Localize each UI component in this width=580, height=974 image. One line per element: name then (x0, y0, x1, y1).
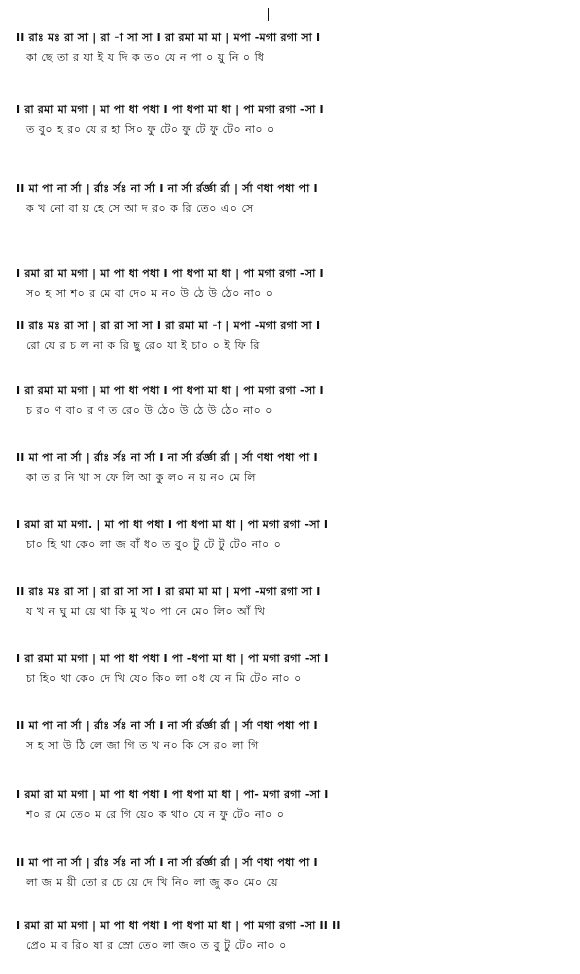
lyric-line: চা হি০ থা কে০ দে খি যে০ কি০ লা ০ধ যে ন মি টে০ না০ ০ (26, 672, 302, 685)
notation-block-10 (0, 651, 580, 707)
notation-block-11 (0, 718, 580, 774)
lyric-line: কা ত র নি খা স ফে লি আ কু ল০ ন য় ন০ মে লি (26, 471, 256, 484)
swara-line: I রমা রা মা মগা | মা পা ধা পধা I পা ধপা মা ধা | পা মগা রগা -সা I (16, 267, 324, 280)
swara-line: I রমা রা মা মগা | মা পা ধা পধা I পা ধপা মা ধা | পা মগা রগা -সা II II (16, 919, 341, 932)
swara-line: II রাঃ মঃ রা সা | রা -া সা সা I রা রমা মা মা | মপা -মগা রগা সা I (16, 31, 321, 44)
lyric-line: স০ হ সা শ০ র মে বা দে০ ম ন০ উ ঠে উ ঠে০ না০ ০ (26, 287, 274, 300)
lyric-line: রো যে র চ ল না ক রি ছু রে০ যা ই চা০ ০ ই ফি রি (26, 339, 260, 352)
swara-line: I রা রমা মা মগা | মা পা ধা পধা I পা -ধপা মা ধা | পা মগা রগা -সা I (16, 652, 329, 665)
notation-block-12 (0, 787, 580, 843)
lyric-line: ত বু০ হ র০ যে র হা সি০ ফু টে০ ফু টে ফু টে০ না০ ০ (26, 123, 275, 136)
notation-block-9 (0, 584, 580, 640)
swara-line: II মা পা না র্সা | র্রাঃ র্সঃ না র্সা I না র্সা র্রর্জ্ঞা র্রা | র্সা ণধা পধা পা I (16, 856, 318, 869)
notation-block-2 (0, 102, 580, 158)
notation-block-3 (0, 181, 580, 237)
notation-block-8 (0, 517, 580, 573)
notation-block-5 (0, 318, 580, 374)
lyric-line: য খ ন ঘু মা য়ে থা কি মু খ০ পা নে মে০ লি০ আঁ খি (26, 605, 266, 618)
lyric-line: স হ সা উ ঠি লে জা গি ত খ ন০ কি সে র০ লা গি (26, 739, 259, 752)
lyric-line: প্রে০ ম ব রি০ ষা র স্রো তে০ লা জ০ ত বু টু টে০ না০ ০ (26, 939, 287, 952)
swara-line: I রমা রা মা মগা | মা পা ধা পধা I পা ধপা মা ধা | পা- মগা রগা -সা I (16, 788, 329, 801)
swara-line: I রমা রা মা মগা. | মা পা ধা পধা I পা ধপা মা ধা | পা মগা রগা -সা I (16, 518, 329, 531)
lyric-line: ক খ নো বা য় হে সে আ দ র০ ক রি তে০ এ০ সে (26, 202, 254, 215)
swara-line: II রাঃ মঃ রা সা | রা রা সা সা I রা রমা মা -া | মপা -মগা রগা সা I (16, 319, 321, 332)
swara-line: II মা পা না র্সা | র্রাঃ র্সঃ না র্সা I না র্সা র্রর্জ্ঞা র্রা | র্সা ণধা পধা পা I (16, 719, 318, 732)
notation-block-7 (0, 450, 580, 506)
swara-line: II রাঃ মঃ রা সা | রা রা সা সা I রা রমা মা মা | মপা -মগা রগা সা I (16, 585, 321, 598)
swara-line: I রা রমা মা মগা | মা পা ধা পধা I পা ধপা মা ধা | পা মগা রগা -সা I (16, 103, 324, 116)
notation-block-4 (0, 266, 580, 322)
swara-line: I রা রমা মা মগা | মা পা ধা পধা I পা ধপা মা ধা | পা মগা রগা -সা I (16, 384, 324, 397)
notation-block-1 (0, 30, 580, 86)
notation-block-14 (0, 918, 580, 974)
lyric-line: লা জ ম য়ী তো র চে য়ে দে খি নি০ লা জু ক০ মে০ য়ে (26, 876, 278, 889)
notation-block-13 (0, 855, 580, 911)
lyric-line: চা০ হি থা কে০ লা জ বাঁ ধ০ ত বু০ টু টে টু টে০ না০ ০ (26, 538, 282, 551)
swara-line: II মা পা না র্সা | র্রাঃ র্সঃ না র্সা I না র্সা র্রর্জ্ঞা র্রা | র্সা ণধা পধা পা I (16, 451, 318, 464)
lyric-line: চ র০ ণ বা০ র ণ ত রে০ উ ঠে০ উ ঠে উ ঠে০ না০ ০ (26, 404, 273, 417)
lyric-line: শ০ র মে তে০ ম রে গি য়ে০ ক থা০ যে ন ফু টে০ না০ ০ (26, 808, 285, 821)
lyric-line: কা ছে তা র যা ই য দি ক ত০ যে ন পা ০ য়ু নি ০ ধি (26, 51, 265, 64)
notation-block-6 (0, 383, 580, 439)
header-mark-text (263, 4, 275, 21)
swara-line: II মা পা না র্সা | র্রাঃ র্সঃ না র্সা I না র্সা র্রর্জ্ঞা র্রা | র্সা ণধা পধা পা I (16, 182, 318, 195)
